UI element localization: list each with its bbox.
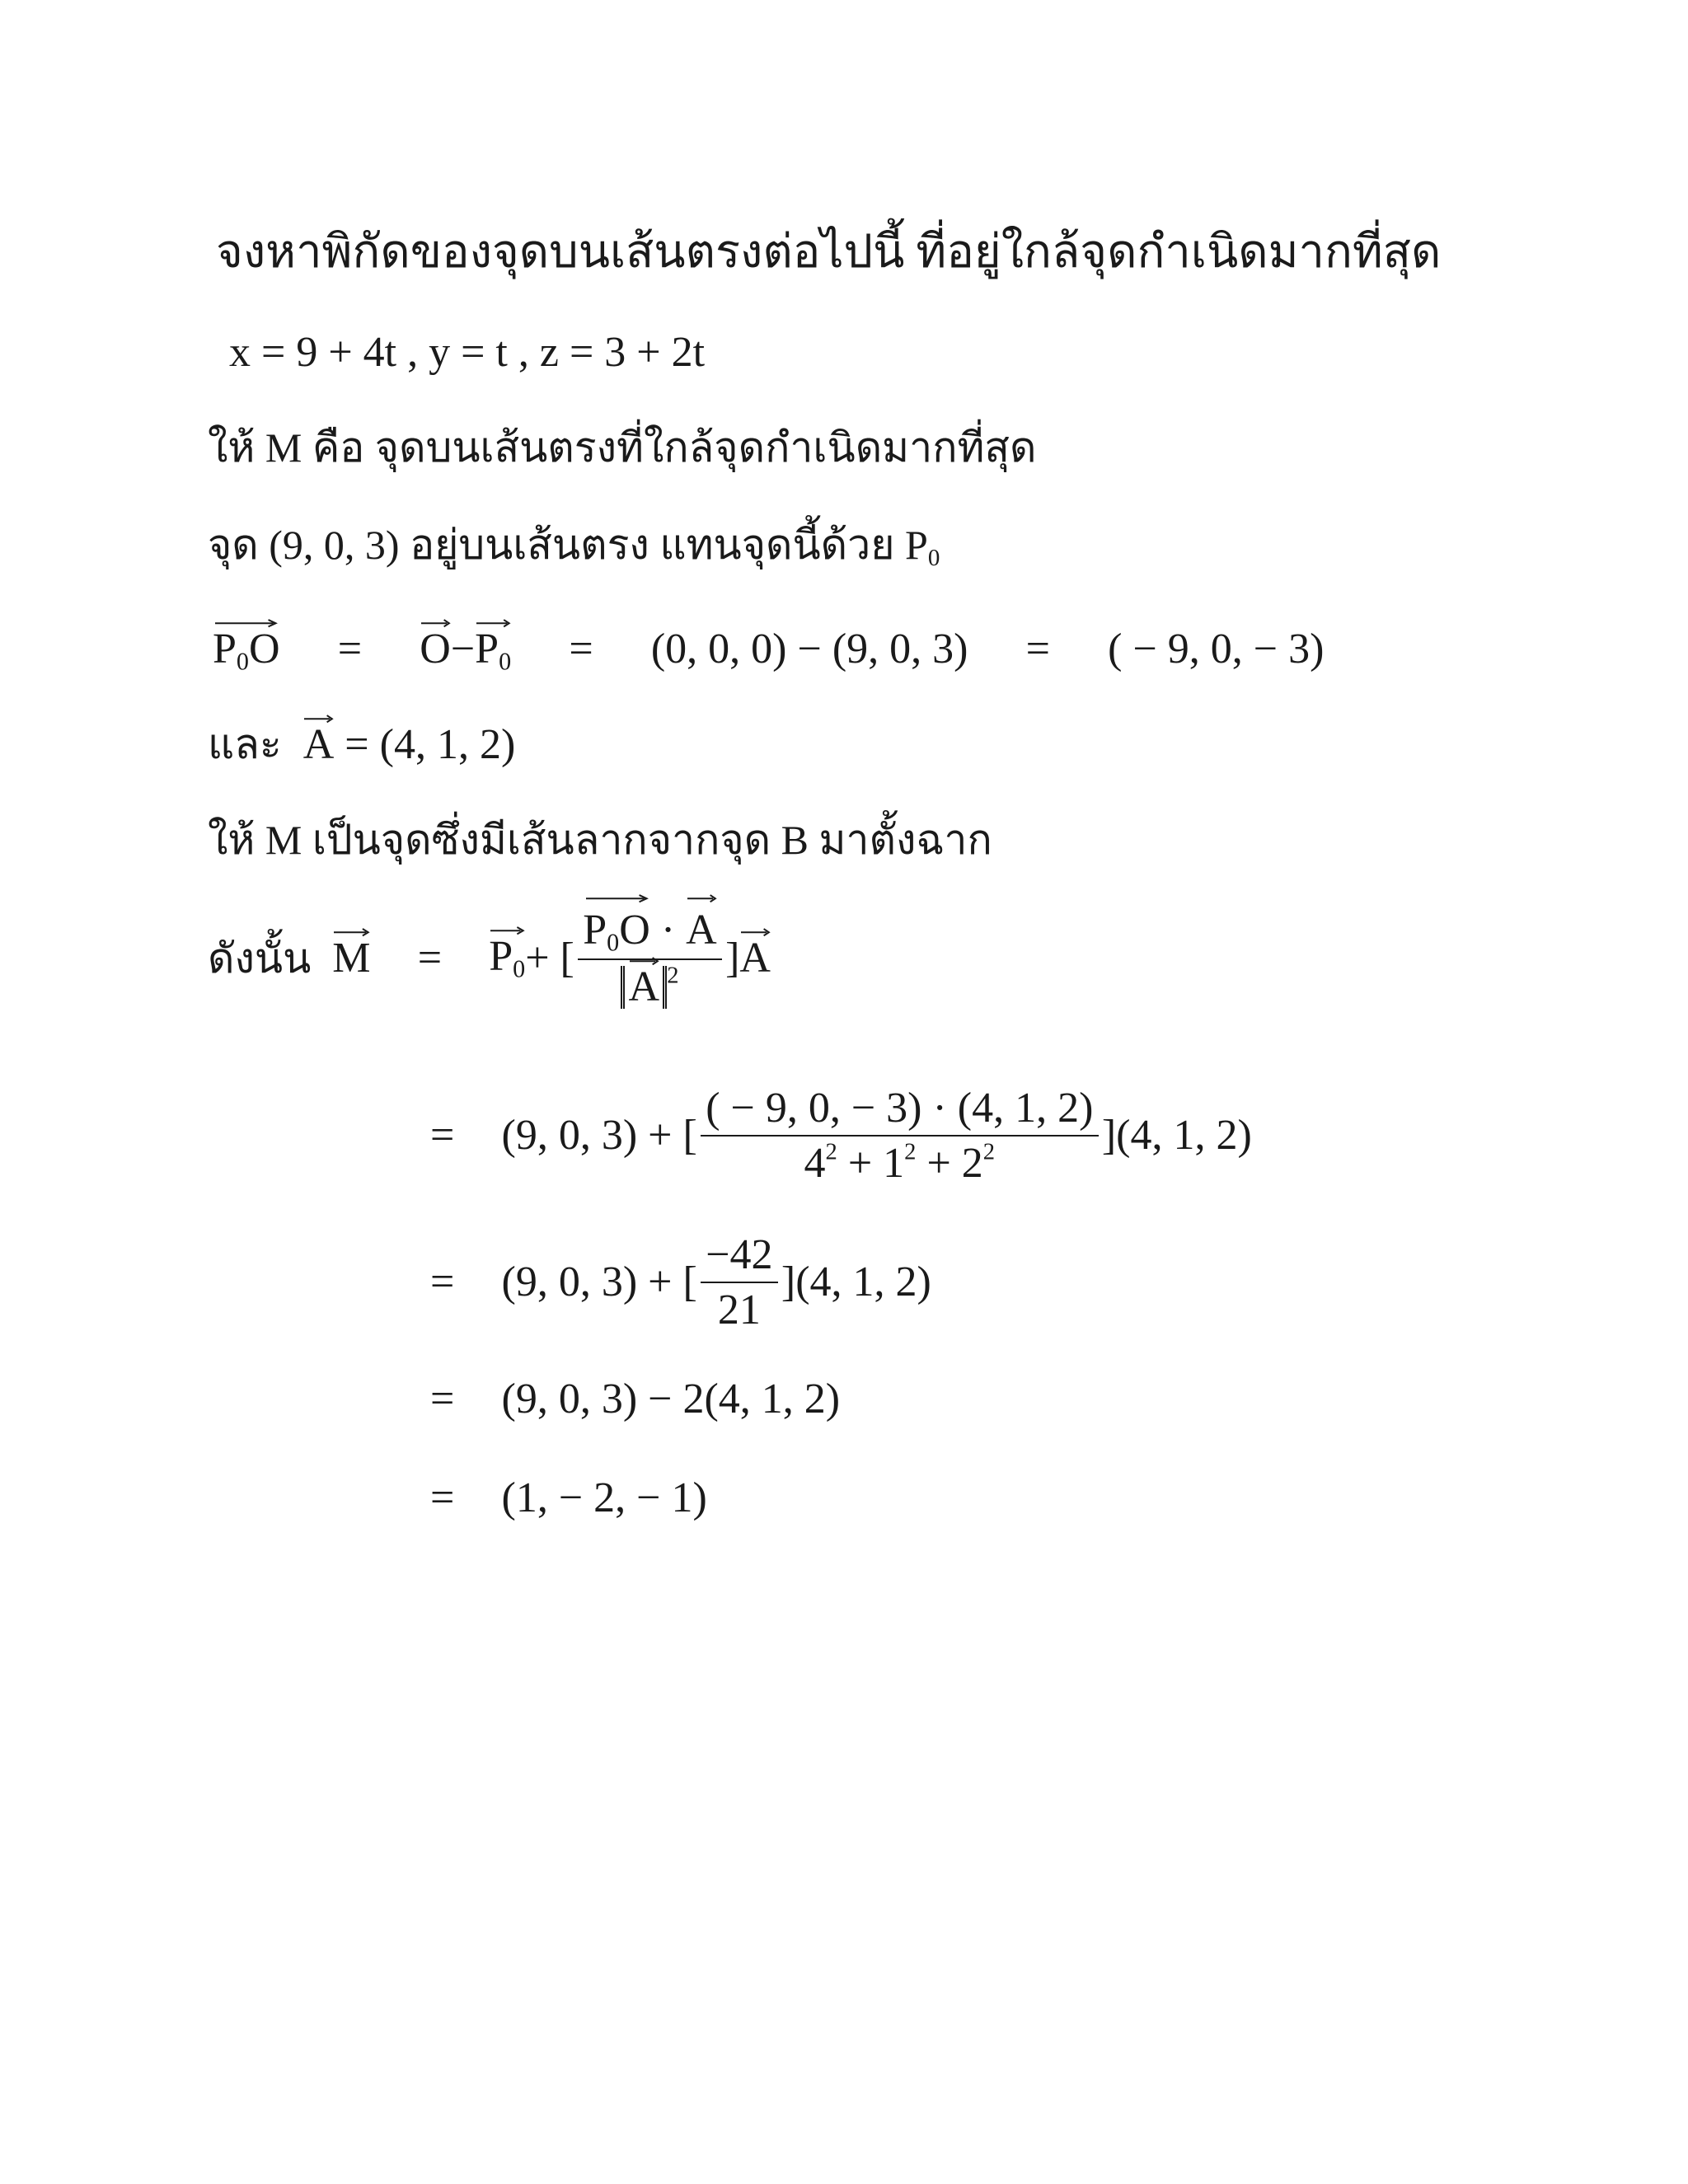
p-subscript: 0 [607, 928, 620, 957]
vector-a-value: = (4, 1, 2) [334, 721, 516, 768]
close-bracket: ] [725, 935, 740, 982]
base-2: + 2 [916, 1140, 983, 1187]
vector-arrow-icon [476, 619, 510, 627]
vector-arrow-icon [490, 926, 524, 935]
equals-sign: = [430, 1474, 455, 1521]
problem-title: จงหาพิกัดของจุดบนเส้นตรงต่อไปนี้ ที่อยู่ใกล้จุดกำเนิดมากที่สุด [216, 227, 1442, 278]
vector-p0 [475, 628, 511, 674]
equals-sign: = [430, 1258, 455, 1305]
vector-a [628, 963, 660, 1011]
equals-sign: = [337, 626, 363, 673]
and-word: และ [208, 721, 282, 767]
vector-arrow-icon [741, 928, 770, 936]
exponent: 2 [904, 1139, 917, 1165]
minus-sign: − [450, 626, 476, 673]
vector-o [420, 628, 451, 671]
fraction-numerator: −42 [706, 1231, 773, 1278]
step-2-prefix: (9, 0, 3) + [ [501, 1258, 697, 1305]
vector-arrow-icon [334, 928, 369, 936]
equals-sign: = [430, 1376, 455, 1422]
vector-arrow-icon [215, 619, 277, 627]
vector-p0o [583, 903, 650, 958]
equals-sign: = [417, 935, 443, 982]
fraction-denominator: 21 [717, 1286, 761, 1333]
vector-a-line [208, 721, 516, 768]
exponent: 2 [982, 1139, 996, 1165]
vector-arrow-icon [630, 957, 659, 965]
fraction-denominator [799, 1137, 1000, 1190]
vector-a [302, 721, 335, 768]
a-letter: A [739, 935, 771, 982]
o-letter: O [619, 907, 650, 954]
equals-sign: = [569, 626, 593, 673]
projection-formula [208, 903, 771, 1014]
plus-bracket: + [ [525, 935, 574, 982]
norm-bars [621, 963, 667, 1011]
a-letter: A [302, 721, 335, 768]
p-subscript: 0 [513, 954, 526, 983]
vector-p0 [489, 935, 525, 982]
vector-p0o-line [213, 628, 1324, 674]
o-letter: O [420, 626, 451, 673]
line-2-subscript: 0 [927, 545, 940, 572]
vector-arrow-icon [421, 619, 450, 627]
exponent: 2 [825, 1139, 837, 1165]
fraction-denominator [616, 960, 684, 1014]
p-letter: P [583, 907, 607, 954]
dot-operator: · [649, 907, 687, 954]
p-letter: P [489, 933, 513, 981]
final-answer: (1, − 2, − 1) [501, 1474, 707, 1521]
solution-line-1: ให้ M คือ จุดบนเส้นตรงที่ใกล้จุดกำเนิดมากที่สุด [208, 424, 1037, 471]
step-1-suffix: ](4, 1, 2) [1101, 1112, 1252, 1159]
p0o-calculation: (0, 0, 0) − (9, 0, 3) [650, 626, 968, 673]
vector-arrow-icon [687, 894, 716, 902]
fraction-numerator: ( − 9, 0, − 3) · (4, 1, 2) [706, 1085, 1094, 1132]
exponent: 2 [667, 963, 679, 989]
vector-arrow-icon [304, 715, 333, 723]
line-equation: x = 9 + 4t , y = t , z = 3 + 2t [229, 329, 706, 376]
vector-m [332, 937, 370, 980]
step-2-suffix: ](4, 1, 2) [781, 1258, 931, 1305]
equals-sign: = [1025, 626, 1050, 673]
p-letter: P [475, 626, 499, 673]
base-1: + 1 [837, 1140, 905, 1187]
o-letter: O [249, 626, 280, 673]
step-1-prefix: (9, 0, 3) + [ [501, 1112, 697, 1159]
vector-p0o [213, 628, 280, 674]
therefore-word: ดังนั้น [208, 935, 312, 982]
p-subscript: 0 [499, 647, 512, 676]
a-letter: A [628, 963, 660, 1011]
p-letter: P [213, 626, 237, 673]
equals-sign: = [430, 1112, 455, 1159]
step-1 [430, 1081, 1252, 1190]
vector-a [686, 903, 717, 957]
solution-line-2 [208, 524, 940, 570]
step-2-fraction [701, 1228, 778, 1337]
step-2 [430, 1228, 931, 1337]
m-letter: M [332, 935, 371, 982]
step-1-fraction [701, 1081, 1099, 1190]
a-letter: A [686, 907, 717, 954]
vector-a [739, 937, 771, 980]
solution-line-4: ให้ M เป็นจุดซึ่งมีเส้นลากจากจุด B มาตั้งฉาก [208, 817, 992, 863]
base-4: 4 [804, 1140, 826, 1187]
p0o-result: ( − 9, 0, − 3) [1108, 626, 1325, 673]
step-3 [430, 1378, 840, 1421]
vector-arrow-icon [586, 894, 648, 902]
p-subscript: 0 [236, 647, 249, 676]
step-4 [430, 1474, 707, 1521]
step-3-expression: (9, 0, 3) − 2(4, 1, 2) [501, 1376, 841, 1422]
projection-fraction [578, 903, 722, 1014]
fraction-numerator [578, 903, 722, 958]
line-2-text: จุด (9, 0, 3) อยู่บนเส้นตรง แทนจุดนี้ด้วย P [208, 522, 928, 568]
